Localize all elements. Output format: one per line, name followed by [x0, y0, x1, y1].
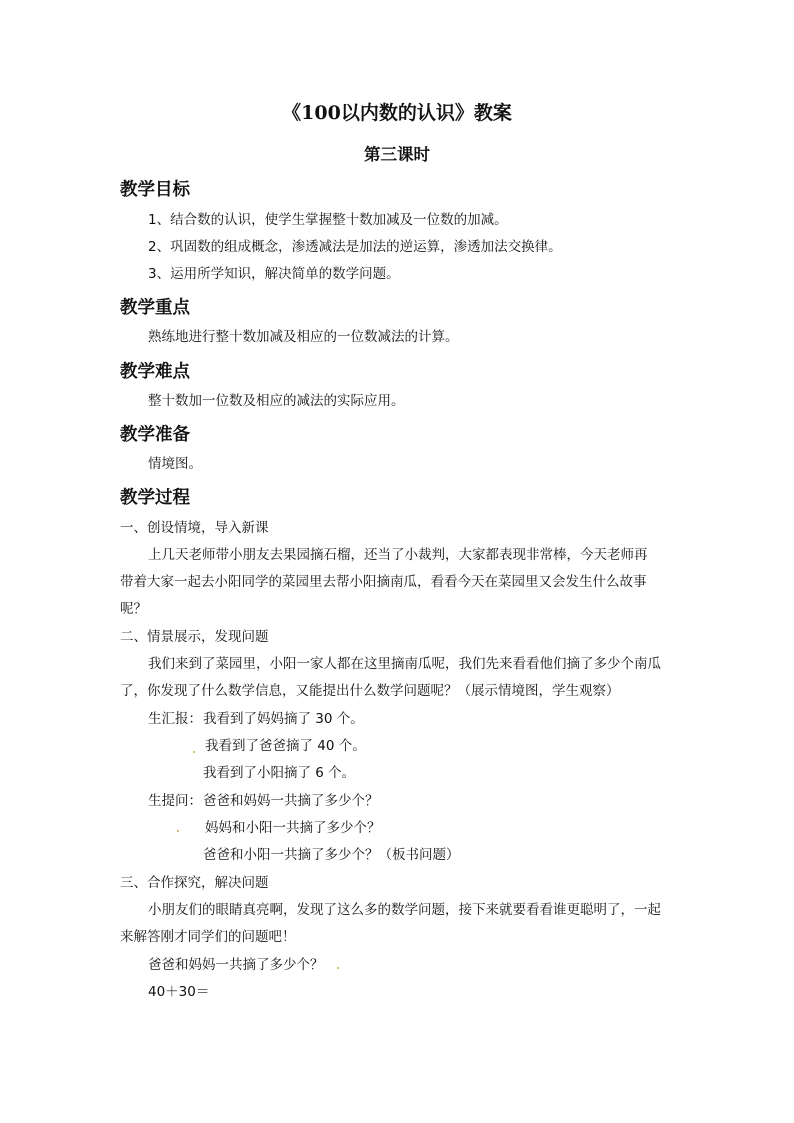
document-title: 《100以内数的认识》教案 — [282, 102, 512, 124]
report-label: 生汇报： — [148, 711, 202, 727]
report-1: 我看到了妈妈摘了 30 个。 — [203, 711, 364, 727]
part3-line-1: 小朋友们的眼睛真亮啊，发现了这么多的数学问题，接下来就要看看谁更聪明了，一起 — [148, 902, 661, 918]
part1-line-3: 呢？ — [120, 601, 147, 617]
part2-line-1: 我们来到了菜园里，小阳一家人都在这里摘南瓜呢，我们先来看看他们摘了多少个南瓜 — [148, 656, 661, 672]
part1-line-1: 上几天老师带小朋友去果园摘石榴，还当了小裁判，大家都表现非常棒，今天老师再 — [148, 547, 648, 563]
question-1: 爸爸和妈妈一共摘了多少个？ — [203, 793, 379, 809]
part3-title: 三、合作探究，解决问题 — [120, 875, 269, 891]
stray-mark — [337, 967, 339, 969]
heading-process: 教学过程 — [120, 488, 190, 508]
report-2: 我看到了爸爸摘了 40 个。 — [205, 738, 366, 754]
part2-title: 二、情景展示，发现问题 — [120, 629, 269, 645]
focus-text: 熟练地进行整十数加减及相应的一位数减法的计算。 — [148, 329, 459, 345]
stray-mark — [193, 751, 195, 753]
heading-focus: 教学重点 — [120, 298, 190, 318]
part1-title: 一、创设情境，导入新课 — [120, 520, 269, 536]
heading-goals: 教学目标 — [120, 180, 190, 200]
goal-item-3: 3、运用所学知识，解决简单的数学问题。 — [148, 266, 400, 282]
report-3: 我看到了小阳摘了 6 个。 — [203, 765, 356, 781]
heading-prep: 教学准备 — [120, 425, 190, 445]
goal-item-1: 1、结合数的认识，使学生掌握整十数加减及一位数的加减。 — [148, 212, 508, 228]
part2-line-2: 了，你发现了什么数学信息，又能提出什么数学问题呢？（展示情境图，学生观察） — [120, 683, 620, 699]
part1-line-2: 带着大家一起去小阳同学的菜园里去帮小阳摘南瓜，看看今天在菜园里又会发生什么故事 — [120, 574, 647, 590]
difficulty-text: 整十数加一位数及相应的减法的实际应用。 — [148, 393, 405, 409]
stray-mark — [177, 830, 179, 832]
question-2: 妈妈和小阳一共摘了多少个？ — [205, 820, 381, 836]
question-3: 爸爸和小阳一共摘了多少个？（板书问题） — [203, 847, 460, 863]
part3-equation: 40＋30＝ — [148, 984, 210, 1000]
part3-line-2: 来解答刚才同学们的问题吧！ — [120, 929, 296, 945]
lesson-period: 第三课时 — [364, 145, 430, 164]
goal-item-2: 2、巩固数的组成概念，渗透减法是加法的逆运算，渗透加法交换律。 — [148, 239, 562, 255]
heading-difficulty: 教学难点 — [120, 362, 190, 382]
prep-text: 情境图。 — [148, 456, 202, 472]
part3-question: 爸爸和妈妈一共摘了多少个？ — [148, 957, 324, 973]
ask-label: 生提问： — [148, 793, 202, 809]
